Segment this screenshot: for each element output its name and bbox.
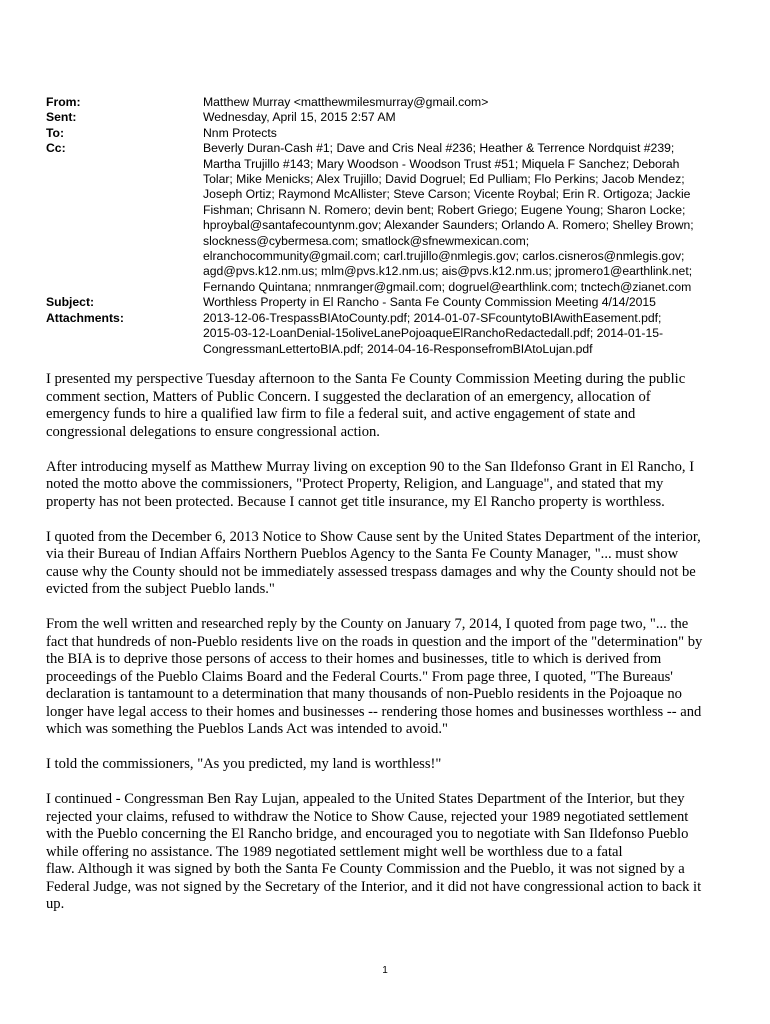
subject-value: Worthless Property in El Rancho - Santa Fe County Commission Meeting 4/14/2015	[203, 295, 656, 310]
from-value: Matthew Murray <matthewmilesmurray@gmail.com>	[203, 95, 489, 109]
attachment-line: CongressmanLettertoBIA.pdf; 2014-04-16-ResponsefromBIAtoLujan.pdf	[203, 341, 593, 356]
sent-label: Sent:	[46, 110, 77, 125]
body-line: while offering no assistance. The 1989 negotiated settlement might well be worthless due to a fatal	[46, 843, 623, 860]
attachments-value	[203, 311, 726, 357]
to-label: To:	[46, 125, 65, 140]
body-line: property has not been protected. Because I cannot get title insurance, my El Rancho property is worthless.	[46, 493, 665, 510]
from-row	[46, 95, 726, 110]
body-line: via their Bureau of Indian Affairs Northern Pueblos Agency to the Santa Fe County Manager, "... must show	[46, 546, 679, 562]
body-line: From the well written and researched reply by the County on January 7, 2014, I quoted from page two, "... the	[46, 616, 689, 632]
cc-line: slockness@cybermesa.com; smatlock@sfnewmexican.com;	[203, 233, 530, 248]
body-line: comment section, Matters of Public Concern. I suggested the declaration of an emergency, allocation of	[46, 388, 651, 405]
cc-line: hproybal@santafecountynm.gov; Alexander Saunders; Orlando A. Romero; Shelley Brown;	[203, 218, 694, 233]
sent-row	[46, 110, 726, 125]
to-row	[46, 126, 726, 141]
body-paragraph	[46, 791, 736, 914]
body-line: Federal Judge, was not signed by the Secretary of the Interior, and it did not have congressional action to back it	[46, 878, 702, 895]
body-line: evicted from the subject Pueblo lands."	[46, 581, 275, 597]
body-line: cause why the County should not be immediately assessed trespass damages and why the County should not be	[46, 563, 696, 580]
body-line: rejected your claims, refused to withdraw the Notice to Show Cause, rejected your 1989 negotiated settlement	[46, 808, 689, 825]
cc-line: Joseph Ortiz; Raymond McAllister; Steve Carson; Vicente Roybal; Erin R. Ortigoza; Jackie	[203, 187, 691, 202]
body-line: I continued - Congressman Ben Ray Lujan, appealed to the United States Department of the Interior, but they	[46, 791, 685, 807]
cc-label: Cc:	[46, 141, 66, 156]
body-line: I presented my perspective Tuesday afternoon to the Santa Fe County Commission Meeting during the public	[46, 371, 686, 387]
from-label: From:	[46, 95, 81, 109]
body-paragraph	[46, 459, 736, 512]
body-line: I quoted from the December 6, 2013 Notice to Show Cause sent by the United States Department of the interior,	[46, 528, 701, 545]
attachments-label: Attachments:	[46, 310, 124, 325]
body-paragraph	[46, 529, 736, 599]
email-header	[46, 95, 726, 357]
attachment-line: 2015-03-12-LoanDenial-15oliveLanePojoaqueElRanchoRedactedall.pdf; 2014-01-15-	[203, 326, 664, 341]
attachment-line: 2013-12-06-TrespassBIAtoCounty.pdf; 2014-01-07-SFcountytoBIAwithEasement.pdf;	[203, 310, 662, 325]
attachments-row	[46, 311, 726, 357]
body-line: After introducing myself as Matthew Murray living on exception 90 to the San Ildefonso Grant in El Rancho, I	[46, 458, 695, 475]
body-line: longer have legal access to their homes and businesses -- rendering those homes and businesses worthless -- and	[46, 703, 702, 720]
body-line: up.	[46, 896, 65, 912]
subject-row	[46, 295, 726, 310]
body-line: congressional delegations to ensure congressional action.	[46, 423, 380, 440]
body-line: I told the commissioners, "As you predicted, my land is worthless!"	[46, 756, 442, 772]
body-line: the BIA is to deprive those persons of access to their homes and businesses, title to which is derived from	[46, 651, 662, 667]
sent-value: Wednesday, April 15, 2015 2:57 AM	[203, 110, 396, 125]
body-paragraph	[46, 756, 736, 774]
subject-label: Subject:	[46, 295, 95, 310]
to-value: Nnm Protects	[203, 125, 277, 140]
cc-line: agd@pvs.k12.nm.us; mlm@pvs.k12.nm.us; ais@pvs.k12.nm.us; jpromero1@earthlink.net;	[203, 264, 693, 279]
body-line: declaration is tantamount to a determination that many thousands of non-Pueblo residents in the Pojoaque no	[46, 686, 682, 702]
cc-value	[203, 141, 726, 295]
body-line: which was something the Pueblos Lands Act was intended to avoid."	[46, 721, 448, 737]
cc-line: Fishman; Chrisann N. Romero; devin bent; Robert Griego; Eugene Young; Sharon Locke;	[203, 202, 686, 217]
page-number: 1	[382, 965, 388, 976]
cc-line: Martha Trujillo #143; Mary Woodson - Woodson Trust #51; Miquela F Sanchez; Deborah	[203, 156, 680, 171]
body-line: with the Pueblo concerning the El Rancho bridge, and encouraged you to negotiate with San Ildefonso Pueblo	[46, 826, 689, 842]
cc-line: Tolar; Mike Menicks; Alex Trujillo; David Dogruel; Ed Pulliam; Flo Perkins; Jacob Mendez;	[203, 172, 685, 187]
body-line: emergency funds to hire a qualified law firm to file a federal suit, and active engagement of state and	[46, 406, 636, 422]
email-body	[46, 371, 736, 931]
cc-line: Fernando Quintana; nnmranger@gmail.com; dogruel@earthlink.com; tnctech@zianet.com	[203, 279, 692, 294]
cc-row	[46, 141, 726, 295]
body-line: proceedings of the Pueblo Claims Board and the Federal Courts." From page three, I quoted, "The Bureaus'	[46, 668, 673, 685]
cc-line: elranchocommunity@gmail.com; carl.trujillo@nmlegis.gov; carlos.cisneros@nmlegis.gov;	[203, 249, 685, 264]
body-paragraph	[46, 616, 736, 739]
body-line: fact that hundreds of non-Pueblo residents live on the roads in question and the import of the "determination" by	[46, 633, 703, 650]
body-paragraph	[46, 371, 736, 441]
body-line: flaw. Although it was signed by both the Santa Fe County Commission and the Pueblo, it was not signed by a	[46, 861, 685, 877]
cc-line: Beverly Duran-Cash #1; Dave and Cris Neal #236; Heather & Terrence Nordquist #239;	[203, 141, 675, 156]
body-line: noted the motto above the commissioners, "Protect Property, Religion, and Language", and stated that my	[46, 476, 664, 492]
